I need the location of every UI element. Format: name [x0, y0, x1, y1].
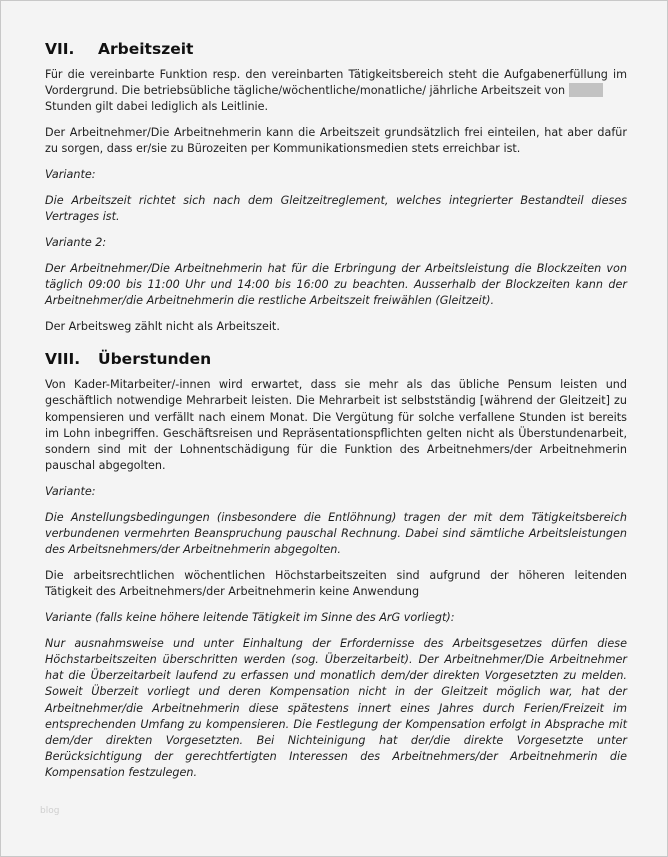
paragraph-overtime: Von Kader-Mitarbeiter/-innen wird erwartet, dass sie mehr als das übliche Pensum leisten und geschäftlich notwendige Mehrarbeit leisten. Die Mehrarbeit ist selbstständig [während der Gleitzeit] zu kompensieren und verfällt nach einem Monat. Die Vergütung für solche verfallene Stunden ist bereits im Lohn inbegriffen. Geschäftsreisen und Repräsentationspflichten gelten nicht als Überstundenarbeit, sondern sind mit der Lohnentschädigung für die Funktion des Arbeitnehmers/der Arbeitnehmerin pauschal abgegolten. — [45, 378, 627, 473]
variant-2-text: Der Arbeitnehmer/Die Arbeitnehmerin hat für die Erbringung der Arbeitsleistung die Blockzeiten von täglich 09:00 bis 11:00 Uhr und 14:00 bis 16:00 zu beachten. Ausserhalb der Blockzeiten kann der Arbeitnehmer/die Arbeitnehmerin die restliche Arbeitszeit freiwählen (Gleitzeit). — [45, 261, 627, 308]
section-title: Überstunden — [98, 350, 212, 369]
variant-2-label: Variante 2: — [45, 236, 107, 249]
paragraph-commute: Der Arbeitsweg zählt nicht als Arbeitszeit. — [45, 320, 280, 333]
paragraph-text: Für die vereinbarte Funktion resp. den vereinbarten Tätigkeitsbereich steht die Aufgabenerfüllung im Vordergrund. Die betriebsübliche tägliche/wöchentliche/monatliche/ jährliche Arbeitszeit von — [45, 68, 627, 98]
paragraph-flexible-hours: Der Arbeitnehmer/Die Arbeitnehmerin kann die Arbeitszeit grundsätzlich frei einteilen, hat aber dafür zu sorgen, dass er/sie zu Bürozeiten per Kommunikationsmedien stets erreichbar ist. — [45, 126, 627, 156]
hours-blank-field[interactable] — [569, 83, 603, 97]
variant-arg-label: Variante (falls keine höhere leitende Tätigkeit im Sinne des ArG vorliegt): — [45, 611, 455, 625]
variant-text: Die Arbeitszeit richtet sich nach dem Gleitzeitreglement, welches integrierter Bestandteil dieses Vertrages ist. — [45, 194, 627, 224]
watermark: blog — [40, 806, 60, 816]
variant-text: Die Anstellungsbedingungen (insbesondere die Entlöhnung) tragen der mit dem Tätigkeitsbereich verbundenen vermehrten Beanspruchung pauschal Rechnung. Dabei sind sämtliche Arbeitsleistungen des Arbeitsnehmers/der Arbeitnehmerin abgegolten. — [45, 510, 627, 557]
paragraph-max-hours: Die arbeitsrechtlichen wöchentlichen Höchstarbeitszeiten sind aufgrund der höheren leitenden Tätigkeit des Arbeitnehmers/der Arbeitnehmerin keine Anwendung — [45, 569, 627, 599]
document-content — [45, 35, 627, 791]
section-title: Arbeitszeit — [98, 40, 194, 58]
variant-label: Variante: — [45, 168, 96, 182]
paragraph-text: Stunden gilt dabei lediglich als Leitlinie. — [45, 100, 269, 114]
section-number: VII. — [45, 40, 75, 58]
section-heading-arbeitszeit — [45, 39, 627, 59]
variant-label: Variante: — [45, 485, 96, 499]
variant-arg-text: Nur ausnahmsweise und unter Einhaltung der Erfordernisse des Arbeitsgesetzes dürfen diese Höchstarbeitszeiten überschritten werden (sog. Überzeitarbeit). Der Arbeitnehmer/Die Arbeitnehmer hat die Überzeitarbeit laufend zu erfassen und monatlich dem/der direkten Vorgesetzten zu melden. Soweit Überzeit vorliegt und deren Kompensation nicht in der Gleitzeit möglich war, hat der Arbeitnehmer/die Arbeitnehmerin diese spätestens innert eines Jahres durch Ferien/Freizeit im entsprechenden Umfang zu kompensieren. Die Festlegung der Kompensation erfolgt in Absprache mit dem/der direkten Vorgesetzten. Bei Nichteinigung hat der/die direkte Vorgesetzte unter Berücksichtigung der gerechtfertigten Interessen des Arbeitnehmers/der Arbeitnehmerin die Kompensation festzulegen. — [45, 636, 627, 780]
paragraph-function — [45, 67, 627, 116]
section-heading-ueberstunden — [45, 349, 627, 369]
section-number: VIII. — [45, 350, 81, 369]
